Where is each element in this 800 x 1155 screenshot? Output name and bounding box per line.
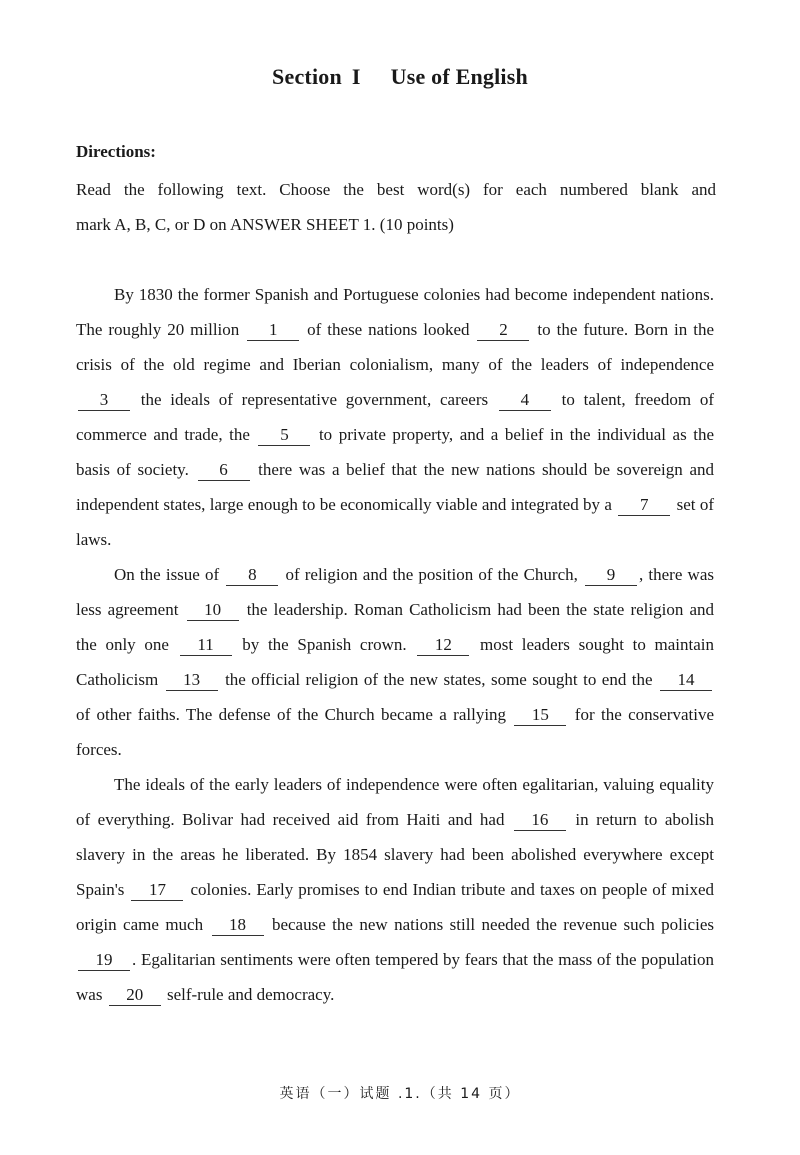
passage-text: , there was less agreement <box>76 565 714 619</box>
passage-text: because the new nations still needed the revenue such policies <box>265 915 714 934</box>
blank-14[interactable]: 14 <box>660 670 712 691</box>
blank-13[interactable]: 13 <box>166 670 218 691</box>
blank-1[interactable]: 1 <box>247 320 299 341</box>
passage-text: The ideals of the early leaders of independence were often egalitarian, valuing equality of everything. Bolivar had received aid from Haiti and had <box>76 775 714 829</box>
page-footer: 英语（一）试题 .1.（共 14 页） <box>279 1086 521 1102</box>
blank-4[interactable]: 4 <box>499 390 551 411</box>
passage-text: colonies. Early promises to end Indian tribute and taxes on people of mixed origin came much <box>76 880 714 934</box>
section-title-left: Section <box>272 64 342 89</box>
passage-text: in return to abolish slavery in the areas he liberated. By 1854 slavery had been abolished everywhere except Spain's <box>76 810 714 899</box>
blank-9[interactable]: 9 <box>585 565 637 586</box>
blank-16[interactable]: 16 <box>514 810 566 831</box>
passage-text: there was a belief that the new nations should be sovereign and independent states, large enough to be economically viable and integrated by a <box>76 460 714 514</box>
directions-line-1: Read the following text. Choose the best word(s) for each numbered blank and <box>76 180 716 199</box>
directions-heading: Directions: <box>76 142 156 161</box>
section-title-roman: I <box>351 64 361 89</box>
blank-20[interactable]: 20 <box>109 985 161 1006</box>
passage-text: the official religion of the new states, some sought to end the <box>219 670 658 689</box>
passage-text: set of laws. <box>76 495 714 549</box>
blank-15[interactable]: 15 <box>514 705 566 726</box>
passage-text: On the issue of <box>114 565 225 584</box>
directions-line-2: mark A, B, C, or D on ANSWER SHEET 1. (10 points) <box>76 215 454 234</box>
blank-11[interactable]: 11 <box>180 635 232 656</box>
passage-text: to the future. Born in the crisis of the old regime and Iberian colonialism, many of the leaders of independence <box>76 320 714 374</box>
blank-5[interactable]: 5 <box>258 425 310 446</box>
passage-text: to private property, and a belief in the individual as the basis of society. <box>76 425 715 479</box>
blank-10[interactable]: 10 <box>187 600 239 621</box>
passage-text: By 1830 the former Spanish and Portuguese colonies had become independent nations. The roughly 20 million <box>76 285 714 339</box>
passage-text: for the conservative forces. <box>76 705 714 759</box>
passage-text: the ideals of representative government, careers <box>132 390 497 409</box>
blank-8[interactable]: 8 <box>226 565 278 586</box>
passage-text: of these nations looked <box>301 320 476 339</box>
passage-text: . Egalitarian sentiments were often tempered by fears that the mass of the population was <box>76 950 714 1004</box>
blank-18[interactable]: 18 <box>212 915 264 936</box>
blank-7[interactable]: 7 <box>618 495 670 516</box>
directions-text <box>76 172 716 242</box>
blank-6[interactable]: 6 <box>198 460 250 481</box>
blank-17[interactable]: 17 <box>131 880 183 901</box>
passage-text: most leaders sought to maintain Catholicism <box>76 635 714 689</box>
blank-12[interactable]: 12 <box>417 635 469 656</box>
blank-3[interactable]: 3 <box>78 390 130 411</box>
section-title <box>0 64 800 90</box>
blank-19[interactable]: 19 <box>78 950 130 971</box>
section-title-right: Use of English <box>390 64 528 89</box>
passage-text: to talent, freedom of commerce and trade, the <box>76 390 714 444</box>
passage-text: self-rule and democracy. <box>162 985 335 1004</box>
paragraph-1 <box>76 277 714 557</box>
passage-text: the leadership. Roman Catholicism had been the state religion and the only one <box>76 600 714 654</box>
paragraph-2 <box>76 557 714 767</box>
passage-text: by the Spanish crown. <box>233 635 416 654</box>
paragraph-3 <box>76 767 714 1012</box>
passage-text: of other faiths. The defense of the Church became a rallying <box>76 705 513 724</box>
reading-passage <box>76 277 714 1012</box>
passage-text: of religion and the position of the Church, <box>280 565 584 584</box>
blank-2[interactable]: 2 <box>477 320 529 341</box>
